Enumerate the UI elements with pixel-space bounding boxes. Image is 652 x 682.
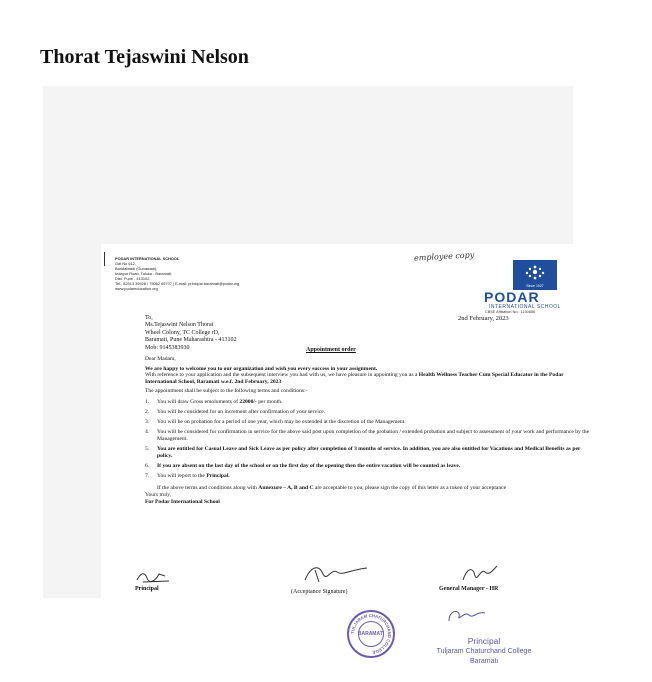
stamp-ring-text [349,612,393,656]
seal-role: Principal [467,636,501,646]
acceptance-signature-scribble [301,562,371,584]
sign-off: Yours truly, [145,492,172,499]
terms-intro: The appointment shall be subject to the following terms and conditions:- [145,388,308,395]
principal-signature-label: Principal [135,586,159,592]
contact-line: Tel.: 82913 39928 / 75062 65707 | E-mail: principal.baramati@podar.org [115,281,240,286]
stamp-center: BARAMATI [358,621,384,647]
term-item [145,473,591,480]
intro-text: With reference to your application and the subsequent interview you had with us, we have pleasure in appointing you as a [145,372,419,379]
closing-paragraph: If the above terms and conditions along with Annexure – A, B and C are acceptable to you, please sign the copy of this letter as a token of your acceptance [157,485,507,492]
principal-seal [428,607,540,666]
acceptance-signature-label: (Acceptance Signature) [291,589,348,595]
organization-line: For Podar International School [145,498,220,505]
recipient-line: Ms.Tejaswini Nelson Thorat [145,322,214,329]
margin-mark [104,252,105,266]
star-logo-icon [513,260,557,290]
logo-badge-text: Since 1927 [526,284,544,288]
term-text: You will be on probation for a period of one year, which may be extended at the discretion of the Management. [157,418,406,425]
gm-signature-scribble [459,564,499,584]
recipient-line: Wheel Colony, TC College rD, [145,329,220,336]
school-name: PODAR INTERNATIONAL SCHOOL [115,256,180,261]
address-line: Bandalwadi (Gunawadi), [115,266,158,271]
welcome-paragraph: We are happy to welcome you to our organization and wish you every success in your assignment. [145,365,378,372]
seal-college: Tuljaram Chaturchand College [436,648,532,655]
cbse-affiliation: CBSE Affiliation No.: 1130656 [485,310,536,314]
logo-wordmark: PODAR [484,289,540,305]
svg-text:TULJARAM CHATURCHAND COLLEGE: TULJARAM CHATURCHAND COLLEGE [349,612,393,655]
principal-signature-scribble [135,570,171,584]
address-line: Indapur Road, Taluka - Baramati, [115,271,173,276]
recipient-block [145,315,236,352]
term-item [145,399,591,406]
term-item [145,429,591,442]
term-number: 1. [145,398,150,405]
letter-subject: Appointment order [306,347,356,353]
term-number: 2. [145,408,150,415]
principal-signature-icon [445,607,489,625]
page-title: Thorat Tejaswini Nelson [40,46,249,68]
term-item [145,446,591,459]
greeting: Dear Madam, [145,356,176,362]
term-text: If you are absent on the last day of the school or on the first day of the opening then the entire vacation will be counted as leave. [157,462,461,469]
website-line: www.podareducation.org [115,286,158,291]
logo-subtitle: INTERNATIONAL SCHOOL [489,304,561,310]
seal-city: Baramati [469,658,498,665]
term-number: 4. [145,429,150,436]
address-line: Gat No 612, [115,261,136,266]
terms-list [145,399,591,480]
term-number: 6. [145,462,150,469]
recipient-line: Mob: 9145383930 [145,344,190,351]
address-line: Dist. Pune - 413102. [115,276,151,281]
term-item [145,409,591,416]
recipient-line: To, [145,315,153,321]
term-item [145,419,591,426]
term-text: You will report to the Principal. [157,472,230,479]
recipient-line: Baramati, Pune Maharashtra - 413102 [145,337,237,344]
intro-appointment: Health Wellness Teacher Cum Special Educator in the Podar International School, Baramati w.e.f. 2nd February, 2023 [145,372,564,385]
scanned-letter-image [43,86,590,598]
term-item [145,463,591,470]
term-text: You are entitled for Casual Leave and Sick Leave as per policy after completion of 3 months of service. In addition, you are also entitled for Vacations and Medical Benefits as per policy. [157,445,581,459]
letter-date: 2nd February, 2023 [458,315,509,322]
term-text: You will be considered for an increment after confirmation of your service. [157,408,326,415]
college-stamp [347,610,395,658]
term-number: 3. [145,418,150,425]
term-text: You will be considered for confirmation in service for the above said post upon completion of the probation / extended probation and subject to assessment of your work and performance by the Management. [157,429,590,442]
letterhead-address [115,256,239,291]
podar-logo-badge [513,260,557,290]
gm-signature-label: General Manager - HR [439,586,499,592]
term-number: 7. [145,472,150,479]
handwritten-note: employee copy [413,250,475,263]
intro-paragraph [145,372,591,385]
letter-body [145,356,591,505]
term-text: You will draw Gross emoluments of 22000/- per month. [157,398,283,405]
appointment-letter [101,244,603,606]
term-number: 5. [145,445,150,452]
